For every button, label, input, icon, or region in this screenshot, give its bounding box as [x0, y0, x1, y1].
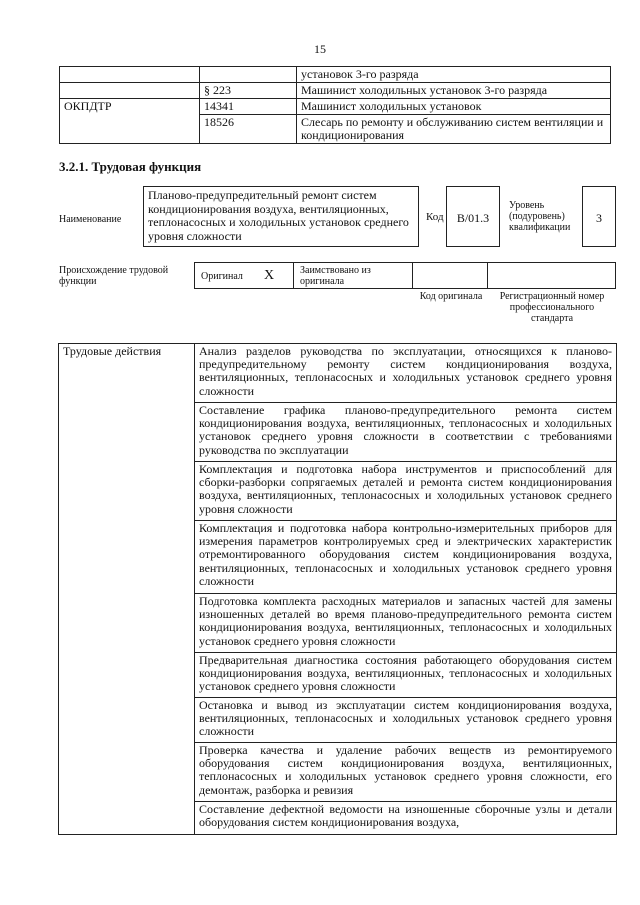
level-box [582, 186, 616, 247]
table-row [60, 83, 611, 99]
name-label: Наименование [59, 214, 122, 225]
original-label: Оригинал [201, 271, 243, 282]
labor-actions-table [58, 343, 617, 835]
original-code-box [412, 262, 488, 289]
table-cell: 14341 [200, 99, 297, 115]
labor-action-item: Комплектация и подготовка набора инструментов и приспособлений для сборки-разборки сопрягаемых деталей и ремонта систем кондиционирования воздуха, вентиляционных, теплонасосных и холодильных установок среднего уровня сложности [195, 462, 617, 521]
labor-action-item: Составление графика планово-предупредительного ремонта систем кондиционирования воздуха, вентиляционных, теплонасосных и холодильных установок среднего уровня сложности в соответствии с требованиями руководства по эксплуатации [195, 403, 617, 462]
table-row [60, 67, 611, 83]
labor-action-item: Комплектация и подготовка набора контрольно-измерительных приборов для измерения параметров контролируемых сред и электрических характеристик отремонтированного оборудования систем кондиционирования воздуха, вентиляционных, теплонасосных и холодильных установок среднего уровня сложности [195, 521, 617, 594]
page-number: 15 [314, 42, 326, 56]
table-cell: Слесарь по ремонту и обслуживанию систем вентиляции и кондиционирования [297, 115, 611, 144]
table-cell: § 223 [200, 83, 297, 99]
level-label: Уровень (подуровень) квалификации [509, 200, 571, 233]
code-original-caption: Код оригинала [419, 291, 483, 302]
labor-action-item: Составление дефектной ведомости на изношенные сборочные узлы и детали оборудования систем кондиционирования воздуха, [195, 802, 617, 835]
code-label: Код [426, 211, 444, 223]
table-cell: ОКПДТР [60, 99, 200, 144]
section-title: 3.2.1. Трудовая функция [59, 159, 202, 174]
table-cell [60, 83, 200, 99]
code-box [446, 186, 500, 247]
reg-number-caption: Регистрационный номер профессионального стандарта [499, 291, 605, 324]
labor-action-item: Остановка и вывод из эксплуатации систем кондиционирования воздуха, вентиляционных, теплонасосных и холодильных установок среднего уровня сложности [195, 698, 617, 743]
reg-number-box [487, 262, 616, 289]
level-value: 3 [596, 211, 602, 225]
table-cell [200, 67, 297, 83]
labor-action-item: Проверка качества и удаление рабочих веществ из ремонтируемого оборудования систем кондиционирования воздуха, вентиляционных, теплонасосных и холодильных установок среднего уровня сложности, его демонтаж, разборка и ревизия [195, 743, 617, 802]
table-row [60, 99, 611, 115]
classifier-table [59, 66, 611, 144]
labor-action-item: Подготовка комплекта расходных материалов и запасных частей для замены изношенных деталей во время планово-предупредительного ремонта систем кондиционирования воздуха, вентиляционных, теплонасосных и холодильных установок среднего уровня сложности [195, 594, 617, 653]
labor-actions-label: Трудовые действия [59, 344, 195, 835]
borrowed-label: Заимствовано из оригинала [300, 265, 371, 287]
table-cell [60, 67, 200, 83]
original-mark: X [264, 268, 275, 283]
labor-action-item: Анализ разделов руководства по эксплуатации, относящихся к планово-предупредительному ремонту систем кондиционирования воздуха, вентиляционных, теплонасосных и холодильных установок среднего уровня сложности [195, 344, 617, 403]
function-name-box [143, 186, 419, 247]
table-cell: Машинист холодильных установок 3-го разряда [297, 83, 611, 99]
table-cell: 18526 [200, 115, 297, 144]
borrowed-box [293, 262, 413, 289]
table-cell: Машинист холодильных установок [297, 99, 611, 115]
table-cell: установок 3-го разряда [297, 67, 611, 83]
code-value: B/01.3 [456, 211, 490, 225]
function-name: Планово-предупредительный ремонт систем кондиционирования воздуха, вентиляционных, теплонасосных и холодильных установок среднего уровня сложности [148, 188, 409, 243]
table-row [59, 344, 617, 403]
origin-label: Происхождение трудовой функции [59, 265, 169, 287]
labor-action-item: Предварительная диагностика состояния работающего оборудования систем кондиционирования воздуха, вентиляционных, теплонасосных и холодильных установок среднего уровня сложности [195, 653, 617, 698]
original-box [194, 262, 294, 289]
